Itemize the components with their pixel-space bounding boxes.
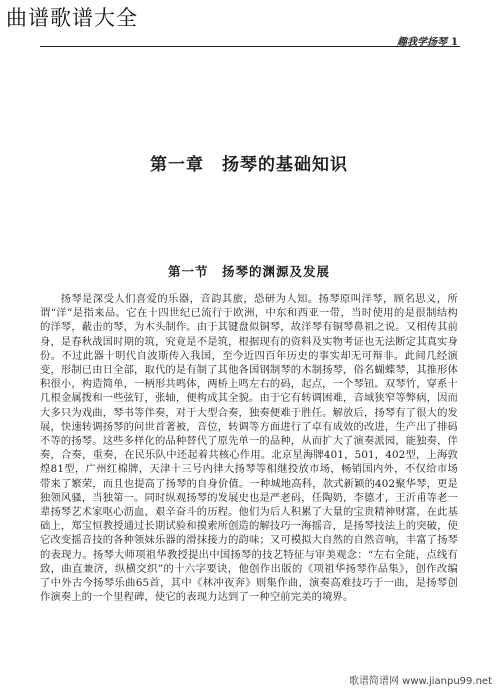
header-rule <box>40 46 460 47</box>
site-title: 曲谱歌谱大全 <box>6 6 138 30</box>
body-text <box>40 292 458 604</box>
paragraph: 扬琴是深受人们喜爱的乐器，音韵其旅，恐研为人知。扬琴原叫洋琴，顾名思义，所谓“洋”是指来品。它在十四世纪已流行于欧洲，中东和西亚一带，当时使用的是很制结构的洋琴，蔽击的琴，为木头制作。由于其键盘似铜琴，故洋琴有铜琴鼻祖之说。又相传其前身，是春秋战国时期的筑，究竟是不是筑，根据现有的资料及实物考证也无法断定其真实身份。不过此器十明代自波斯传入我国，至今近四百年历史的事实却无可辩非。此间几经演变，形制已由日全部，取代的是有制了其他各国钢制琴的木制扬琴，俗名蝴蝶琴，其推形体积很小，构造简单，一柄形共鸣体，两桥上鸣左右的码，起点，一个琴钮。双琴竹，穿系十几根金属拨和一些弦钉，张轴，便构成其全貌。由于它有转调困难，音域狭窄等弊病，因而大多只为戏曲，琴书等伴奏，对于大型合奏，独奏便难于胜任。解放后，扬琴有了很大的发展，快速转调扬琴的问世首著被，音位，转调等方面进行了卓有成效的改进，生产出了排码不等的扬琴。这些多样化的品种替代了原先单一的品种，从而扩大了演奏派园，能独奏，伴奏，合奏，重奏，在民乐队中还起着共核心作用。北京星海牌401，501，402型，上海敦煌81型，广州红棉牌，天津十三号内律大扬琴等相继投放市场，畅销国内外，不仅给市场带来了繁荣，而且也提高了扬琴的自身价值。一种城地高科，款式新颖的402聚华琴，更是独领风骚，当独第一。同时纵观扬琴的发展史也是严老码，任陶奶，李德才，王沂甫等老一辈扬琴艺术家呕心沥血，艰辛奋斗的历程。他们为后人积累了大量的宝贵精神财富，在此基础上，郑宝恒教授通过长期试验和摸索所创造的解技巧一海摇音，是扬琴技法上的突破，使它改变摇音技的各种领妹乐器的滑抹接力的韵味；又可模拟大自然的自然音响，丰富了扬琴的表现力。扬琴大师项祖华教授提出中国扬琴的技艺特征与审美观念：“左右全能，点线有致，曲直兼济，纵横交织”的十六字要诀，他创作出版的《项祖华扬琴作品集》，创作改编了中外古今扬琴乐曲65首，其中《林冲夜奔》则集作曲，演奏高难技巧于一曲，是扬琴创作演奏上的一个里程碑，使它的表现力达到了一种空前完美的境界。 <box>40 293 458 604</box>
running-head-label: 趣我学扬琴 <box>397 37 448 48</box>
chapter-title: 第一章 扬琴的基础知识 <box>150 155 348 175</box>
page-number: 1 <box>451 37 458 48</box>
section-title: 第一节 扬琴的渊源及发展 <box>167 264 330 279</box>
watermark: 歌谱简谱网 www.jianpu99.net <box>349 676 492 687</box>
